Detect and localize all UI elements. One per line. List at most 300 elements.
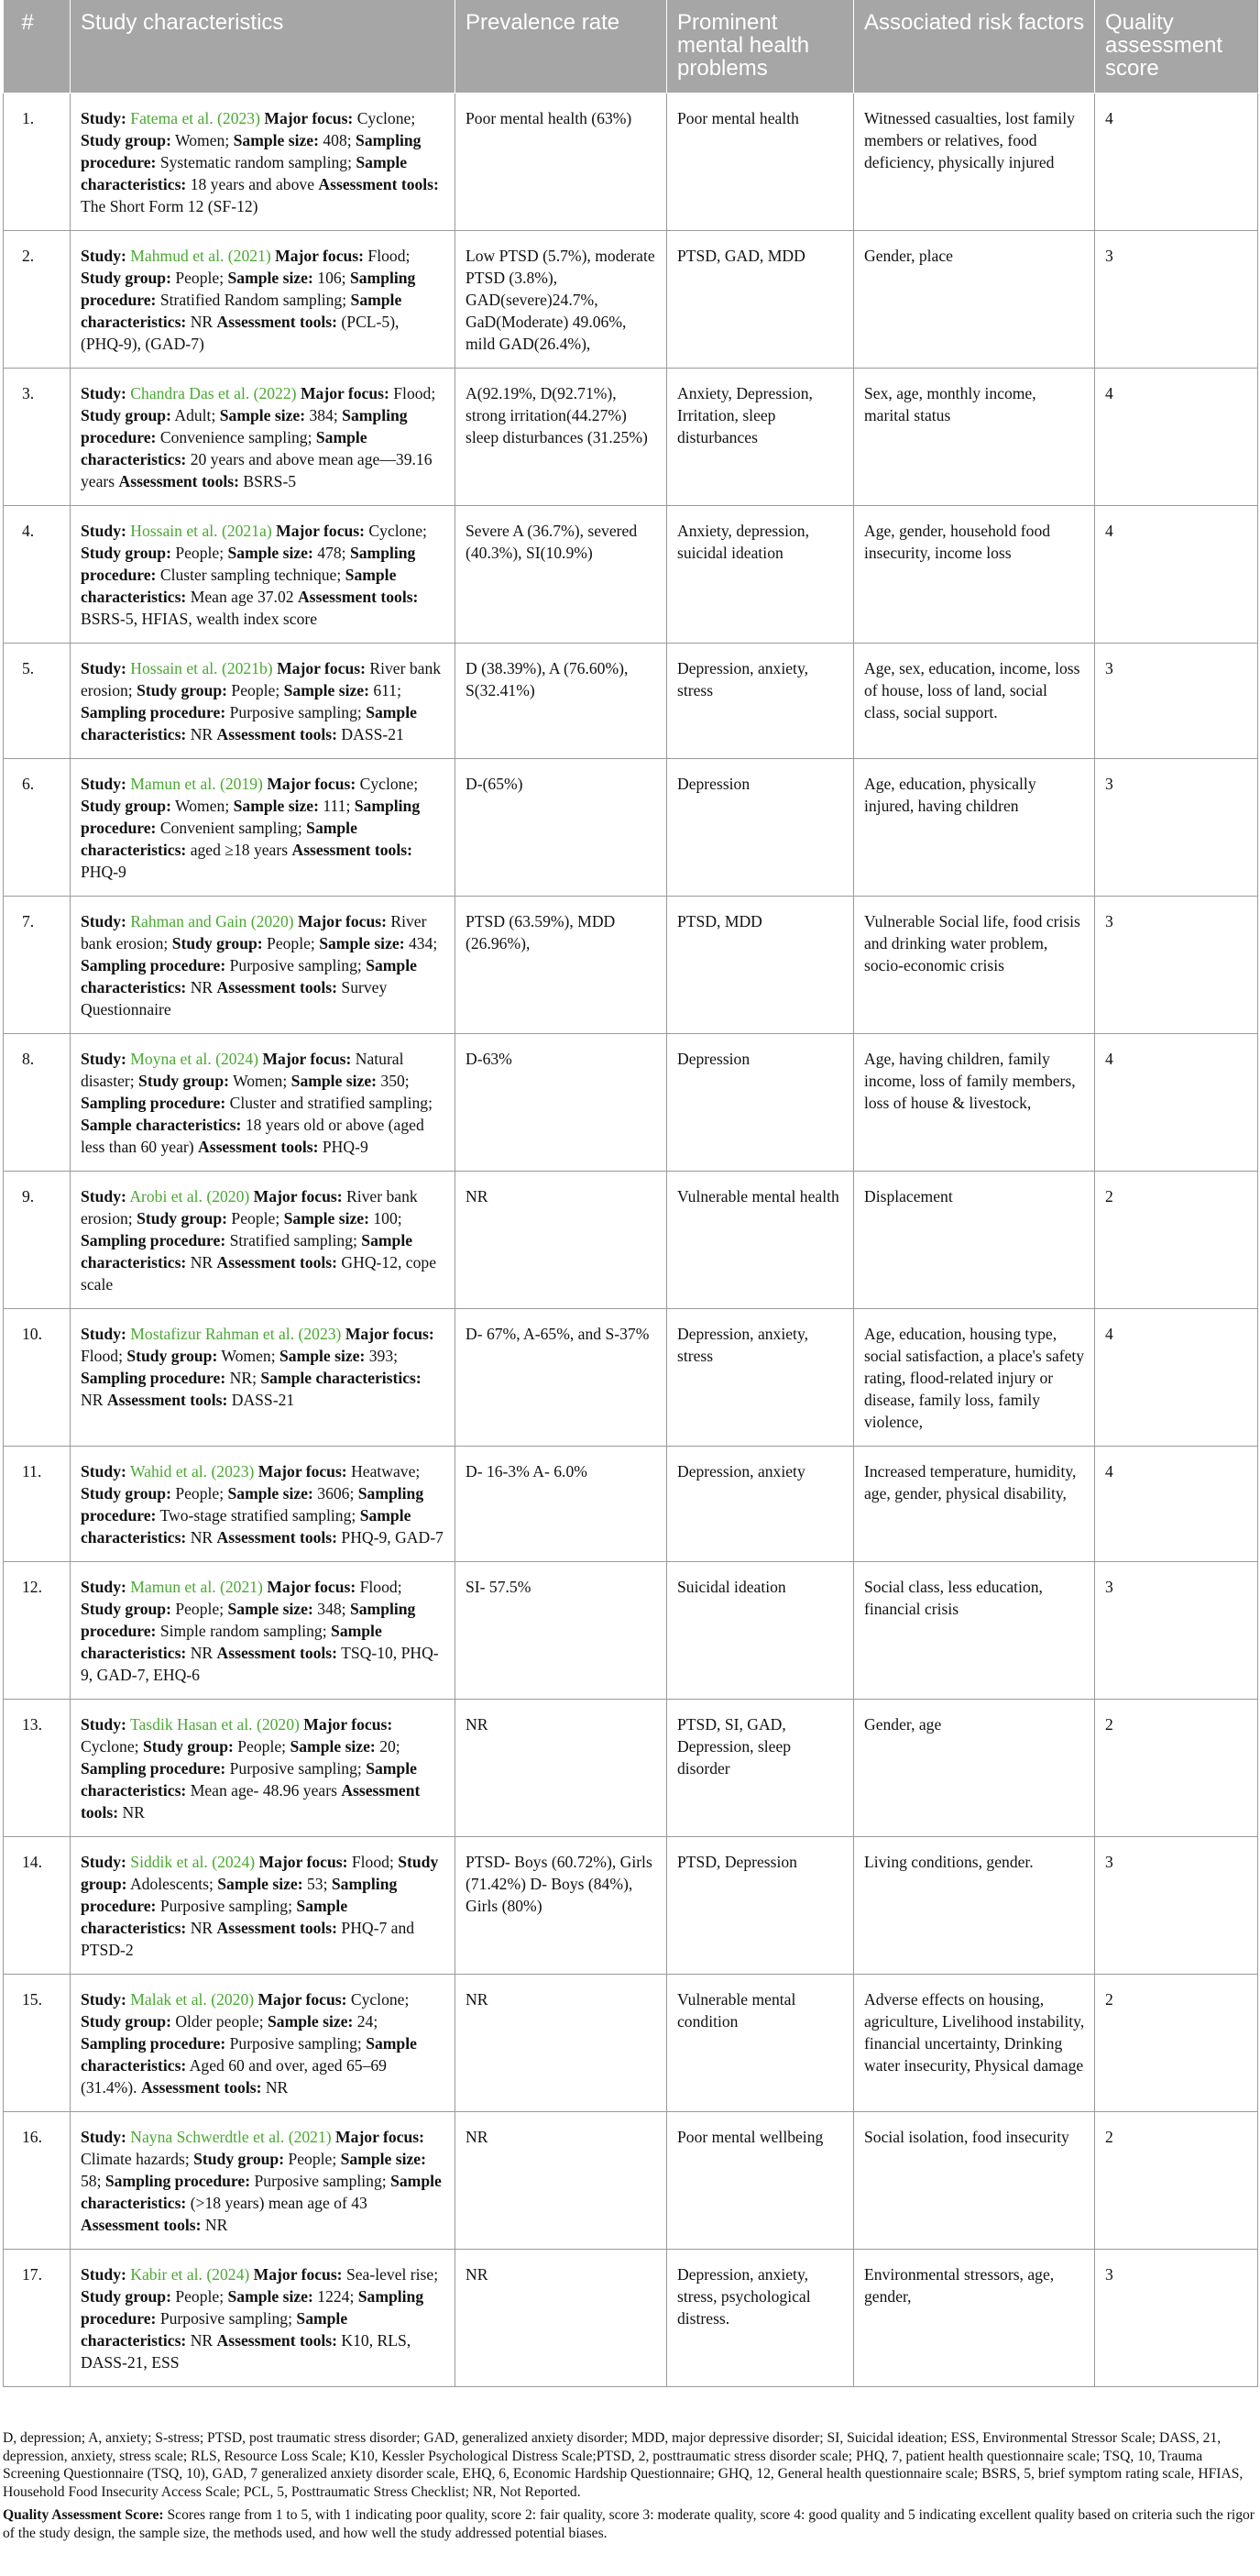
- study-label: Study:: [81, 1050, 126, 1068]
- mental-health-problems: Poor mental health: [667, 94, 854, 231]
- risk-factors: Displacement: [854, 1172, 1095, 1309]
- assessment-tools-value: TSQ-10, PHQ-9, GAD-7, EHQ-6: [81, 1644, 439, 1684]
- risk-factors: Gender, age: [854, 1700, 1095, 1837]
- sample-characteristics-label: Sample characteristics:: [81, 703, 417, 743]
- table-body: [4, 94, 1258, 2387]
- sample-size-value: 384: [309, 406, 334, 424]
- sample-size-value: 611: [373, 681, 398, 699]
- sample-size-label: Sample size:: [227, 2287, 313, 2306]
- prevalence-rate: NR: [455, 1975, 667, 2112]
- sample-size-label: Sample size:: [340, 2150, 426, 2168]
- sampling-procedure-value: Cluster and stratified sampling: [229, 1094, 429, 1112]
- major-focus-value: River bank erosion: [81, 1187, 418, 1227]
- assessment-tools-value: The Short Form 12 (SF-12): [81, 197, 258, 215]
- sample-size-value: 3606: [317, 1484, 350, 1503]
- study-group-label: Study group:: [81, 797, 171, 815]
- study-group-label: Study group:: [81, 1600, 171, 1618]
- major-focus-value: Heatwave: [351, 1462, 416, 1481]
- study-characteristics-cell: Study: Fatema et al. (2023) Major focus: Cyclone; Study group: Women; Sample size: 408; Sampling procedure: Systematic random sampling; Sample characteristics: 18 years and above Assessment tools: The Short Form 12 (SF-12): [71, 94, 455, 231]
- assessment-tools-label: Assessment tools:: [297, 588, 419, 606]
- sample-size-value: 350: [380, 1072, 405, 1090]
- study-label: Study:: [81, 1325, 126, 1343]
- study-label: Study:: [81, 912, 126, 930]
- study-characteristics-cell: Study: Nayna Schwerdtle et al. (2021) Major focus: Climate hazards; Study group: People; Sample size: 58; Sampling procedure: Purposive sampling; Sample characteristics: (>18 years) mean age of 43 Assessment tools: NR: [71, 2112, 455, 2250]
- study-number: 8.: [4, 1034, 71, 1172]
- quality-score-label: Quality Assessment Score:: [3, 2507, 164, 2523]
- sampling-procedure-value: Simple random sampling: [159, 1622, 323, 1640]
- risk-factors: Adverse effects on housing, agriculture, Livelihood instability, financial uncertainty, Drinking water insecurity, Physical damage: [854, 1975, 1095, 2112]
- study-citation: Tasdik Hasan et al. (2020): [129, 1715, 300, 1734]
- assessment-tools-value: GHQ-12, cope scale: [81, 1253, 436, 1294]
- table-row: [4, 1447, 1258, 1562]
- major-focus-value: Cyclone: [350, 1990, 405, 2009]
- assessment-tools-value: PHQ-7 and PTSD-2: [81, 1919, 415, 1959]
- study-number: 1.: [4, 94, 71, 231]
- table-row: [4, 506, 1258, 644]
- major-focus-value: Climate hazards: [81, 2150, 185, 2168]
- sample-characteristics-label: Sample characteristics:: [81, 1759, 417, 1800]
- study-number: 16.: [4, 2112, 71, 2250]
- table-row: [4, 1034, 1258, 1172]
- assessment-tools-label: Assessment tools:: [216, 1644, 338, 1662]
- sample-size-value: 478: [317, 544, 342, 562]
- sample-size-label: Sample size:: [219, 406, 306, 424]
- table-row: [4, 1562, 1258, 1700]
- prevalence-rate: PTSD (63.59%), MDD (26.96%),: [455, 897, 667, 1034]
- study-characteristics-cell: Study: Mamun et al. (2019) Major focus: Cyclone; Study group: Women; Sample size: 111; Sampling procedure: Convenient sampling; Sample characteristics: aged ≥18 years Assessment tools: PHQ-9: [71, 759, 455, 897]
- sampling-procedure-label: Sampling procedure:: [81, 269, 416, 309]
- study-group-value: People: [231, 681, 276, 699]
- sampling-procedure-value: Convenience sampling: [159, 428, 308, 446]
- study-citation: Chandra Das et al. (2022): [130, 384, 297, 402]
- study-number: 5.: [4, 644, 71, 759]
- major-focus-label: Major focus:: [267, 775, 356, 793]
- risk-factors: Age, gender, household food insecurity, income loss: [854, 506, 1095, 644]
- sample-size-value: 434: [408, 934, 433, 952]
- major-focus-value: Flood: [393, 384, 432, 402]
- sample-size-label: Sample size:: [290, 1072, 377, 1090]
- mental-health-problems: Anxiety, depression, suicidal ideation: [667, 506, 854, 644]
- mental-health-problems: Depression: [667, 759, 854, 897]
- mental-health-problems: Vulnerable mental condition: [667, 1975, 854, 2112]
- sample-size-label: Sample size:: [217, 1875, 303, 1893]
- major-focus-label: Major focus:: [258, 1853, 348, 1871]
- sampling-procedure-label: Sampling procedure:: [81, 703, 226, 721]
- study-citation: Mahmud et al. (2021): [130, 247, 271, 265]
- prevalence-rate: PTSD- Boys (60.72%), Girls (71.42%) D- Boys (84%), Girls (80%): [455, 1837, 667, 1975]
- sample-size-value: 111: [323, 797, 346, 815]
- sampling-procedure-value: Convenient sampling: [159, 819, 298, 837]
- study-label: Study:: [81, 384, 126, 402]
- sample-characteristics-value: NR: [190, 978, 214, 996]
- major-focus-label: Major focus:: [264, 109, 354, 127]
- quality-score-footnote: [3, 2506, 1255, 2542]
- major-focus-label: Major focus:: [267, 1578, 356, 1596]
- sampling-procedure-value: Purposive sampling: [229, 956, 357, 974]
- prevalence-rate: NR: [455, 2250, 667, 2387]
- study-citation: Mamun et al. (2021): [130, 1578, 263, 1596]
- risk-factors: Witnessed casualties, lost family members or relatives, food deficiency, physically injured: [854, 94, 1095, 231]
- major-focus-value: Sea-level rise: [345, 2265, 434, 2284]
- study-citation: Mostafizur Rahman et al. (2023): [130, 1325, 342, 1343]
- major-focus-label: Major focus:: [257, 1990, 347, 2009]
- assessment-tools-label: Assessment tools:: [291, 841, 412, 859]
- study-characteristics-cell: Study: Hossain et al. (2021b) Major focus: River bank erosion; Study group: People; Sample size: 611; Sampling procedure: Purposive sampling; Sample characteristics: NR Assessment tools: DASS-21: [71, 644, 455, 759]
- sample-size-label: Sample size:: [227, 1600, 313, 1618]
- header-quality-score: Quality assessment score: [1095, 0, 1258, 94]
- prevalence-rate: NR: [455, 1700, 667, 1837]
- study-group-value: People: [175, 269, 220, 287]
- assessment-tools-label: Assessment tools:: [216, 725, 338, 743]
- sample-characteristics-label: Sample characteristics:: [81, 2034, 417, 2075]
- sample-characteristics-value: 18 years old or above (aged less than 60 year): [81, 1116, 424, 1156]
- quality-score: 3: [1095, 231, 1258, 369]
- table-row: [4, 1700, 1258, 1837]
- mental-health-problems: Depression, anxiety: [667, 1447, 854, 1562]
- study-citation: Mamun et al. (2019): [130, 775, 263, 793]
- assessment-tools-value: DASS-21: [231, 1391, 295, 1409]
- sample-size-value: 20: [379, 1737, 396, 1756]
- risk-factors: Increased temperature, humidity, age, gender, physical disability,: [854, 1447, 1095, 1562]
- study-group-label: Study group:: [81, 1853, 439, 1893]
- sample-characteristics-label: Sample characteristics:: [81, 2172, 442, 2212]
- sampling-procedure-value: Purposive sampling: [229, 703, 357, 721]
- sample-size-value: 24: [356, 2012, 374, 2031]
- risk-factors: Living conditions, gender.: [854, 1837, 1095, 1975]
- study-characteristics-cell: Study: Kabir et al. (2024) Major focus: Sea-level rise; Study group: People; Sample size: 1224; Sampling procedure: Purposive sampling; Sample characteristics: NR Assessment tools: K10, RLS, DASS-21, ESS: [71, 2250, 455, 2387]
- table-row: [4, 1837, 1258, 1975]
- study-label: Study:: [81, 2265, 126, 2284]
- sample-characteristics-label: Sample characteristics:: [81, 153, 408, 193]
- assessment-tools-value: NR: [204, 2216, 228, 2234]
- sampling-procedure-value: Purposive sampling: [159, 1897, 289, 1915]
- sample-size-value: 1224: [317, 2287, 350, 2306]
- study-number: 13.: [4, 1700, 71, 1837]
- sample-size-label: Sample size:: [319, 934, 405, 952]
- study-label: Study:: [81, 1187, 126, 1205]
- study-citation: Nayna Schwerdtle et al. (2021): [130, 2128, 332, 2146]
- quality-score: 4: [1095, 1034, 1258, 1172]
- table-row: [4, 644, 1258, 759]
- study-characteristics-cell: Study: Moyna et al. (2024) Major focus: Natural disaster; Study group: Women; Sample size: 350; Sampling procedure: Cluster and stratified sampling; Sample characteristics: 18 years old or above (aged less than 60 year) Assessment tools: PHQ-9: [71, 1034, 455, 1172]
- study-group-value: People: [175, 544, 220, 562]
- study-label: Study:: [81, 1462, 126, 1481]
- major-focus-value: Cyclone: [356, 109, 411, 127]
- header-risk-factors: Associated risk factors: [854, 0, 1095, 94]
- major-focus-label: Major focus:: [298, 912, 387, 930]
- study-number: 7.: [4, 897, 71, 1034]
- prevalence-rate: NR: [455, 1172, 667, 1309]
- study-label: Study:: [81, 109, 126, 127]
- sample-size-value: 53: [307, 1875, 323, 1893]
- table-row: [4, 897, 1258, 1034]
- assessment-tools-value: K10, RLS, DASS-21, ESS: [81, 2331, 411, 2372]
- sampling-procedure-value: NR: [229, 1369, 253, 1387]
- sample-characteristics-value: NR: [190, 1253, 214, 1271]
- risk-factors: Sex, age, monthly income, marital status: [854, 369, 1095, 506]
- major-focus-value: Flood: [367, 247, 406, 265]
- sample-characteristics-label: Sample characteristics:: [81, 566, 397, 606]
- sampling-procedure-label: Sampling procedure:: [81, 1231, 226, 1249]
- study-group-label: Study group:: [137, 681, 228, 699]
- sample-characteristics-label: Sample characteristics:: [81, 1231, 413, 1271]
- sample-size-label: Sample size:: [267, 2012, 354, 2031]
- assessment-tools-value: Survey Questionnaire: [81, 978, 388, 1018]
- major-focus-value: Cyclone: [359, 775, 414, 793]
- prevalence-rate: NR: [455, 2112, 667, 2250]
- sampling-procedure-value: Two-stage stratified sampling: [159, 1506, 352, 1525]
- prevalence-rate: D-63%: [455, 1034, 667, 1172]
- sample-size-label: Sample size:: [227, 269, 313, 287]
- study-group-label: Study group:: [81, 406, 171, 424]
- table-row: [4, 1309, 1258, 1447]
- major-focus-value: Flood: [359, 1578, 398, 1596]
- mental-health-problems: Depression: [667, 1034, 854, 1172]
- mental-health-problems: PTSD, GAD, MDD: [667, 231, 854, 369]
- sample-size-value: 106: [317, 269, 342, 287]
- sampling-procedure-value: Stratified sampling: [229, 1231, 353, 1249]
- study-group-label: Study group:: [126, 1347, 218, 1365]
- sample-characteristics-value: Mean age 37.02: [190, 588, 294, 606]
- sampling-procedure-label: Sampling procedure:: [81, 131, 422, 171]
- major-focus-label: Major focus:: [253, 1187, 343, 1205]
- major-focus-label: Major focus:: [253, 2265, 343, 2284]
- risk-factors: Social class, less education, financial crisis: [854, 1562, 1095, 1700]
- sampling-procedure-label: Sampling procedure:: [81, 1600, 416, 1640]
- sample-characteristics-value: NR: [190, 2331, 214, 2350]
- study-characteristics-cell: Study: Hossain et al. (2021a) Major focus: Cyclone; Study group: People; Sample size: 478; Sampling procedure: Cluster sampling technique; Sample characteristics: Mean age 37.02 Assessment tools: BSRS-5, HFIAS, wealth index score: [71, 506, 455, 644]
- sampling-procedure-label: Sampling procedure:: [81, 2034, 226, 2053]
- study-group-label: Study group:: [142, 1737, 234, 1756]
- sample-size-label: Sample size:: [233, 131, 319, 149]
- quality-score-text: Scores range from 1 to 5, with 1 indicating poor quality, score 2: fair quality, score 3: moderate quality, score 4: good quality and 5 indicating excellent quality based on criteria such the rigor of the study design, the sample size, the methods used, and how well the study addressed potential biases.: [3, 2507, 1255, 2541]
- mental-health-problems: PTSD, MDD: [667, 897, 854, 1034]
- assessment-tools-label: Assessment tools:: [198, 1138, 319, 1156]
- risk-factors: Age, education, physically injured, having children: [854, 759, 1095, 897]
- prevalence-rate: A(92.19%, D(92.71%), strong irritation(44.27%) sleep disturbances (31.25%): [455, 369, 667, 506]
- sample-characteristics-label: Sample characteristics:: [81, 1116, 242, 1134]
- quality-score: 3: [1095, 644, 1258, 759]
- study-group-value: Women: [175, 797, 225, 815]
- sampling-procedure-label: Sampling procedure:: [81, 406, 408, 446]
- table-row: [4, 2112, 1258, 2250]
- study-group-label: Study group:: [138, 1072, 229, 1090]
- assessment-tools-value: PHQ-9: [322, 1138, 368, 1156]
- abbreviations-footnote: D, depression; A, anxiety; S-stress; PTSD, post traumatic stress disorder; GAD, generalized anxiety disorder; MDD, major depressive disorder; SI, Suicidal ideation; ESS, Environmental Stressor Scale; DASS, 21, depression, anxiety, stress scale; RLS, Resource Loss Scale; K10, Kessler Psychological Distress Scale;PTSD, 2, posttraumatic stress disorder scale; PHQ, 7, patient health questionnaire scale; TSQ, 10, Trauma Screening Questionnaire (TSQ, 10), GAD, 7 generalized anxiety disorder scale, EHQ, 6, Economic Hardship Questionnaire; GHQ, 12, General health questionnaire scale; BSRS, 5, brief symptom rating scale, HFIAS, Household Food Insecurity Access Scale; PCL, 5, Posttraumatic Stress Checklist; NR, Not Reported.: [3, 2430, 1244, 2500]
- sample-characteristics-label: Sample characteristics:: [81, 1622, 382, 1662]
- sampling-procedure-value: Purposive sampling: [229, 2034, 357, 2053]
- prevalence-rate: D (38.39%), A (76.60%), S(32.41%): [455, 644, 667, 759]
- sample-characteristics-label: Sample characteristics:: [81, 1897, 348, 1937]
- study-label: Study:: [81, 2128, 126, 2146]
- sample-characteristics-label: Sample characteristics:: [81, 956, 417, 996]
- study-characteristics-cell: Study: Mostafizur Rahman et al. (2023) Major focus: Flood; Study group: Women; Sample size: 393; Sampling procedure: NR; Sample characteristics: NR Assessment tools: DASS-21: [71, 1309, 455, 1447]
- sample-size-label: Sample size:: [290, 1737, 376, 1756]
- sampling-procedure-label: Sampling procedure:: [81, 544, 416, 584]
- quality-score: 3: [1095, 1562, 1258, 1700]
- mental-health-problems: Depression, anxiety, stress: [667, 644, 854, 759]
- prevalence-rate: D- 16-3% A- 6.0%: [455, 1447, 667, 1562]
- study-characteristics-cell: Study: Chandra Das et al. (2022) Major focus: Flood; Study group: Adult; Sample size: 384; Sampling procedure: Convenience sampling; Sample characteristics: 20 years and above mean age—39.16 years Assessment tools: BSRS-5: [71, 369, 455, 506]
- study-number: 6.: [4, 759, 71, 897]
- sample-characteristics-label: Sample characteristics:: [81, 819, 357, 859]
- assessment-tools-value: PHQ-9, GAD-7: [341, 1528, 444, 1547]
- risk-factors: Gender, place: [854, 231, 1095, 369]
- study-characteristics-cell: Study: Siddik et al. (2024) Major focus: Flood; Study group: Adolescents; Sample size: 53; Sampling procedure: Purposive sampling; Sample characteristics: NR Assessment tools: PHQ-7 and PTSD-2: [71, 1837, 455, 1975]
- study-citation: Fatema et al. (2023): [130, 109, 260, 127]
- sample-size-value: 58: [81, 2172, 97, 2190]
- major-focus-value: Natural disaster: [81, 1050, 404, 1090]
- study-number: 10.: [4, 1309, 71, 1447]
- quality-score: 3: [1095, 759, 1258, 897]
- assessment-tools-value: NR: [265, 2078, 289, 2097]
- study-number: 9.: [4, 1172, 71, 1309]
- table-header-row: [4, 0, 1258, 94]
- risk-factors: Age, education, housing type, social satisfaction, a place's safety rating, flood-related injury or disease, family loss, family violence,: [854, 1309, 1095, 1447]
- study-citation: Moyna et al. (2024): [130, 1050, 259, 1068]
- sampling-procedure-value: Cluster sampling technique: [159, 566, 337, 584]
- study-citation: Malak et al. (2020): [130, 1990, 255, 2009]
- study-label: Study:: [81, 1853, 126, 1871]
- study-group-label: Study group:: [81, 131, 171, 149]
- sample-characteristics-label: Sample characteristics:: [81, 1506, 411, 1547]
- studies-table: [3, 0, 1258, 2387]
- sample-size-value: 100: [373, 1209, 398, 1227]
- quality-score: 4: [1095, 506, 1258, 644]
- assessment-tools-value: PHQ-9: [81, 863, 126, 881]
- study-group-value: Adult: [174, 406, 212, 424]
- quality-score: 3: [1095, 2250, 1258, 2387]
- mental-health-problems: Suicidal ideation: [667, 1562, 854, 1700]
- sample-characteristics-value: NR: [190, 725, 214, 743]
- study-characteristics-cell: Study: Rahman and Gain (2020) Major focus: River bank erosion; Study group: People; Sample size: 434; Sampling procedure: Purposive sampling; Sample characteristics: NR Assessment tools: Survey Questionnaire: [71, 897, 455, 1034]
- sample-characteristics-label: Sample characteristics:: [81, 2309, 348, 2350]
- study-label: Study:: [81, 522, 126, 540]
- sample-characteristics-value: NR: [190, 1528, 214, 1547]
- study-group-label: Study group:: [193, 2150, 285, 2168]
- major-focus-label: Major focus:: [345, 1325, 434, 1343]
- study-group-label: Study group:: [81, 2287, 171, 2306]
- table-row: [4, 94, 1258, 231]
- sample-size-label: Sample size:: [233, 797, 319, 815]
- major-focus-value: River bank erosion: [81, 659, 442, 699]
- sampling-procedure-label: Sampling procedure:: [81, 1484, 424, 1525]
- major-focus-value: Flood: [81, 1347, 119, 1365]
- sample-characteristics-label: Sample characteristics:: [81, 428, 367, 468]
- assessment-tools-label: Assessment tools:: [106, 1391, 228, 1409]
- mental-health-problems: PTSD, Depression: [667, 1837, 854, 1975]
- study-citation: Kabir et al. (2024): [130, 2265, 250, 2284]
- study-group-value: People: [175, 1484, 220, 1503]
- table-row: [4, 369, 1258, 506]
- study-label: Study:: [81, 775, 126, 793]
- major-focus-label: Major focus:: [335, 2128, 424, 2146]
- study-group-label: Study group:: [81, 544, 171, 562]
- quality-score: 2: [1095, 1172, 1258, 1309]
- assessment-tools-value: BSRS-5, HFIAS, wealth index score: [81, 610, 318, 628]
- study-group-value: Older people: [175, 2012, 259, 2031]
- quality-score: 4: [1095, 1447, 1258, 1562]
- sampling-procedure-label: Sampling procedure:: [104, 2172, 251, 2190]
- study-citation: Wahid et al. (2023): [129, 1462, 255, 1481]
- mental-health-problems: Depression, anxiety, stress, psychological distress.: [667, 2250, 854, 2387]
- assessment-tools-label: Assessment tools:: [216, 978, 338, 996]
- study-group-value: People: [237, 1737, 282, 1756]
- major-focus-value: Cyclone: [81, 1737, 135, 1756]
- sampling-procedure-label: Sampling procedure:: [81, 1094, 226, 1112]
- mental-health-problems: Depression, anxiety, stress: [667, 1309, 854, 1447]
- sample-size-label: Sample size:: [283, 1209, 369, 1227]
- sample-size-label: Sample size:: [279, 1347, 366, 1365]
- sample-characteristics-value: 18 years and above: [190, 175, 315, 193]
- study-characteristics-cell: Study: Wahid et al. (2023) Major focus: Heatwave; Study group: People; Sample size: 3606; Sampling procedure: Two-stage stratified sampling; Sample characteristics: NR Assessment tools: PHQ-9, GAD-7: [71, 1447, 455, 1562]
- major-focus-value: Flood: [351, 1853, 389, 1871]
- study-number: 3.: [4, 369, 71, 506]
- study-citation: Arobi et al. (2020): [129, 1187, 250, 1205]
- study-characteristics-cell: Study: Mahmud et al. (2021) Major focus: Flood; Study group: People; Sample size: 106; Sampling procedure: Stratified Random sampling; Sample characteristics: NR Assessment tools: (PCL-5), (PHQ-9), (GAD-7): [71, 231, 455, 369]
- sample-size-label: Sample size:: [227, 544, 313, 562]
- sample-characteristics-label: Sample characteristics:: [260, 1369, 422, 1387]
- study-number: 12.: [4, 1562, 71, 1700]
- study-citation: Siddik et al. (2024): [130, 1853, 256, 1871]
- sampling-procedure-label: Sampling procedure:: [81, 1759, 226, 1778]
- sample-size-value: 393: [368, 1347, 394, 1365]
- study-number: 15.: [4, 1975, 71, 2112]
- prevalence-rate: Low PTSD (5.7%), moderate PTSD (3.8%), GAD(severe)24.7%, GaD(Moderate) 49.06%, mild GAD(26.4%),: [455, 231, 667, 369]
- major-focus-label: Major focus:: [276, 522, 365, 540]
- header-mental-health-problems: Prominent mental health problems: [667, 0, 854, 94]
- study-number: 17.: [4, 2250, 71, 2387]
- sample-characteristics-value: NR: [81, 1391, 104, 1409]
- assessment-tools-value: (PCL-5), (PHQ-9), (GAD-7): [81, 313, 400, 353]
- study-group-value: Women: [175, 131, 225, 149]
- study-group-value: People: [231, 1209, 276, 1227]
- sample-characteristics-value: aged ≥18 years: [190, 841, 289, 859]
- mental-health-problems: PTSD, SI, GAD, Depression, sleep disorder: [667, 1700, 854, 1837]
- sampling-procedure-value: Systematic random sampling: [159, 153, 348, 171]
- quality-score: 3: [1095, 897, 1258, 1034]
- assessment-tools-label: Assessment tools:: [216, 1253, 338, 1271]
- risk-factors: Vulnerable Social life, food crisis and drinking water problem, socio-economic crisis: [854, 897, 1095, 1034]
- study-group-label: Study group:: [81, 269, 171, 287]
- header-study-characteristics: Study characteristics: [71, 0, 455, 94]
- assessment-tools-label: Assessment tools:: [81, 2216, 202, 2234]
- study-characteristics-cell: Study: Arobi et al. (2020) Major focus: River bank erosion; Study group: People; Sample size: 100; Sampling procedure: Stratified sampling; Sample characteristics: NR Assessment tools: GHQ-12, cope scale: [71, 1172, 455, 1309]
- assessment-tools-label: Assessment tools:: [118, 472, 239, 490]
- sample-size-label: Sample size:: [283, 681, 369, 699]
- risk-factors: Social isolation, food insecurity: [854, 2112, 1095, 2250]
- study-number: 2.: [4, 231, 71, 369]
- risk-factors: Age, sex, education, income, loss of house, loss of land, social class, social support.: [854, 644, 1095, 759]
- table-row: [4, 759, 1258, 897]
- assessment-tools-label: Assessment tools:: [318, 175, 439, 193]
- quality-score: 2: [1095, 1700, 1258, 1837]
- sampling-procedure-label: Sampling procedure:: [81, 956, 226, 974]
- assessment-tools-label: Assessment tools:: [140, 2078, 262, 2097]
- quality-score: 2: [1095, 2112, 1258, 2250]
- assessment-tools-label: Assessment tools:: [216, 1528, 338, 1547]
- assessment-tools-label: Assessment tools:: [216, 1919, 338, 1937]
- study-group-label: Study group:: [81, 2012, 171, 2031]
- sampling-procedure-value: Purposive sampling: [159, 2309, 289, 2328]
- sample-characteristics-value: 20 years and above mean age—39.16 years: [81, 450, 433, 490]
- table-footnotes: [3, 2429, 1255, 2548]
- assessment-tools-value: BSRS-5: [243, 472, 297, 490]
- study-group-label: Study group:: [81, 1484, 171, 1503]
- study-number: 4.: [4, 506, 71, 644]
- prevalence-rate: D-(65%): [455, 759, 667, 897]
- quality-score: 4: [1095, 94, 1258, 231]
